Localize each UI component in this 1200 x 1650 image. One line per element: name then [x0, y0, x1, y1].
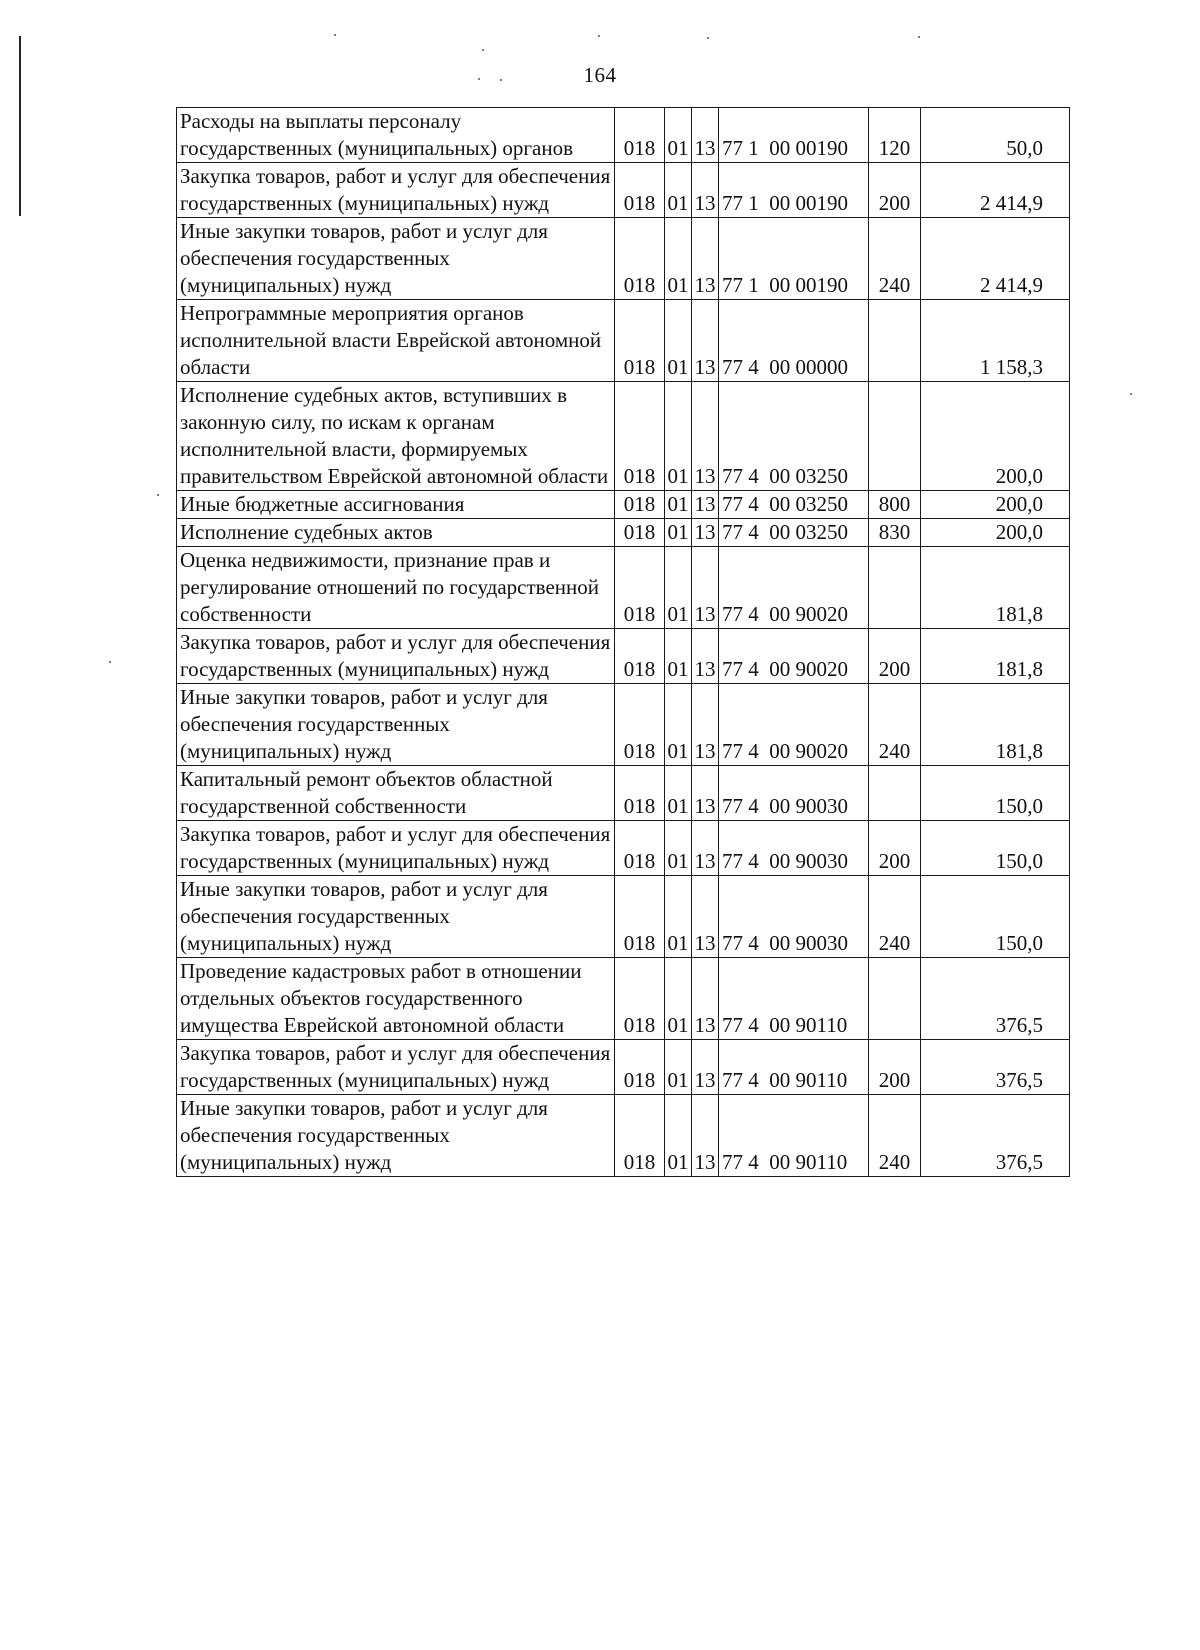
ministry-code-cell: 018: [615, 547, 665, 629]
row-name-cell: Капитальный ремонт объектов областной государственной собственности: [177, 766, 615, 821]
scan-speck: [334, 34, 336, 36]
section-code-cell: 01: [665, 547, 692, 629]
page-number: 164: [583, 63, 617, 87]
table-row: [177, 218, 1070, 300]
section-code-cell: 01: [665, 1095, 692, 1177]
scan-speck: [157, 494, 159, 496]
target-article-cell: 77 4 00 90030: [719, 821, 869, 876]
subsection-code-cell: 13: [692, 766, 719, 821]
amount-cell: 150,0: [921, 821, 1070, 876]
amount-cell: 376,5: [921, 1040, 1070, 1095]
scan-speck: [482, 49, 484, 51]
ministry-code-cell: 018: [615, 1040, 665, 1095]
section-code-cell: 01: [665, 876, 692, 958]
amount-cell: 150,0: [921, 876, 1070, 958]
ministry-code-cell: 018: [615, 629, 665, 684]
section-code-cell: 01: [665, 821, 692, 876]
row-name-cell: Закупка товаров, работ и услуг для обеспечения государственных (муниципальных) нужд: [177, 1040, 615, 1095]
table-row: [177, 958, 1070, 1040]
table-row: [177, 519, 1070, 547]
table-row: [177, 300, 1070, 382]
subsection-code-cell: 13: [692, 218, 719, 300]
section-code-cell: 01: [665, 684, 692, 766]
row-name-cell: Иные закупки товаров, работ и услуг для обеспечения государственных (муниципальных) нужд: [177, 1095, 615, 1177]
expense-type-cell: 200: [869, 1040, 921, 1095]
subsection-code-cell: 13: [692, 684, 719, 766]
scan-speck: [598, 35, 600, 37]
ministry-code-cell: 018: [615, 108, 665, 163]
section-code-cell: 01: [665, 1040, 692, 1095]
subsection-code-cell: 13: [692, 876, 719, 958]
expense-type-cell: [869, 300, 921, 382]
target-article-cell: 77 1 00 00190: [719, 108, 869, 163]
scan-speck: [707, 37, 709, 39]
ministry-code-cell: 018: [615, 684, 665, 766]
scan-speck: [109, 661, 111, 663]
target-article-cell: 77 4 00 90030: [719, 766, 869, 821]
table-row: [177, 382, 1070, 491]
table-row: [177, 821, 1070, 876]
table-body: [177, 108, 1070, 1177]
section-code-cell: 01: [665, 218, 692, 300]
expense-type-cell: 240: [869, 684, 921, 766]
subsection-code-cell: 13: [692, 958, 719, 1040]
subsection-code-cell: 13: [692, 108, 719, 163]
target-article-cell: 77 1 00 00190: [719, 218, 869, 300]
table-row: [177, 547, 1070, 629]
table-row: [177, 1095, 1070, 1177]
ministry-code-cell: 018: [615, 519, 665, 547]
amount-cell: 181,8: [921, 547, 1070, 629]
row-name-cell: Непрограммные мероприятия органов исполнительной власти Еврейской автономной области: [177, 300, 615, 382]
target-article-cell: 77 4 00 03250: [719, 519, 869, 547]
expense-type-cell: [869, 958, 921, 1040]
target-article-cell: 77 4 00 90110: [719, 958, 869, 1040]
amount-cell: 376,5: [921, 1095, 1070, 1177]
section-code-cell: 01: [665, 958, 692, 1040]
subsection-code-cell: 13: [692, 629, 719, 684]
expense-type-cell: [869, 547, 921, 629]
table-row: [177, 684, 1070, 766]
row-name-cell: Закупка товаров, работ и услуг для обеспечения государственных (муниципальных) нужд: [177, 629, 615, 684]
row-name-cell: Иные закупки товаров, работ и услуг для обеспечения государственных (муниципальных) нужд: [177, 876, 615, 958]
subsection-code-cell: 13: [692, 382, 719, 491]
target-article-cell: 77 4 00 90110: [719, 1095, 869, 1177]
amount-cell: 50,0: [921, 108, 1070, 163]
amount-cell: 200,0: [921, 519, 1070, 547]
subsection-code-cell: 13: [692, 300, 719, 382]
amount-cell: 200,0: [921, 382, 1070, 491]
amount-cell: 376,5: [921, 958, 1070, 1040]
expense-type-cell: 120: [869, 108, 921, 163]
target-article-cell: 77 4 00 00000: [719, 300, 869, 382]
row-name-cell: Иные закупки товаров, работ и услуг для обеспечения государственных (муниципальных) нужд: [177, 684, 615, 766]
expense-type-cell: 240: [869, 876, 921, 958]
expense-type-cell: 830: [869, 519, 921, 547]
target-article-cell: 77 4 00 03250: [719, 382, 869, 491]
expense-type-cell: 240: [869, 1095, 921, 1177]
target-article-cell: 77 1 00 00190: [719, 163, 869, 218]
section-code-cell: 01: [665, 382, 692, 491]
expense-type-cell: 200: [869, 163, 921, 218]
subsection-code-cell: 13: [692, 1095, 719, 1177]
row-name-cell: Исполнение судебных актов: [177, 519, 615, 547]
target-article-cell: 77 4 00 90020: [719, 547, 869, 629]
table-row: [177, 876, 1070, 958]
row-name-cell: Закупка товаров, работ и услуг для обеспечения государственных (муниципальных) нужд: [177, 163, 615, 218]
subsection-code-cell: 13: [692, 1040, 719, 1095]
section-code-cell: 01: [665, 163, 692, 218]
ministry-code-cell: 018: [615, 766, 665, 821]
ministry-code-cell: 018: [615, 218, 665, 300]
subsection-code-cell: 13: [692, 519, 719, 547]
table-row: [177, 108, 1070, 163]
subsection-code-cell: 13: [692, 821, 719, 876]
section-code-cell: 01: [665, 766, 692, 821]
budget-table: [176, 107, 1070, 1177]
section-code-cell: 01: [665, 108, 692, 163]
target-article-cell: 77 4 00 90030: [719, 876, 869, 958]
scan-speck: [918, 36, 920, 38]
section-code-cell: 01: [665, 300, 692, 382]
target-article-cell: 77 4 00 90110: [719, 1040, 869, 1095]
ministry-code-cell: 018: [615, 300, 665, 382]
ministry-code-cell: 018: [615, 821, 665, 876]
row-name-cell: Проведение кадастровых работ в отношении отдельных объектов государственного имущества Еврейской автономной области: [177, 958, 615, 1040]
subsection-code-cell: 13: [692, 163, 719, 218]
section-code-cell: 01: [665, 519, 692, 547]
row-name-cell: Закупка товаров, работ и услуг для обеспечения государственных (муниципальных) нужд: [177, 821, 615, 876]
expense-type-cell: [869, 766, 921, 821]
amount-cell: 181,8: [921, 629, 1070, 684]
scan-speck: [1130, 393, 1132, 395]
expense-type-cell: 200: [869, 629, 921, 684]
amount-cell: 2 414,9: [921, 218, 1070, 300]
table-row: [177, 1040, 1070, 1095]
subsection-code-cell: 13: [692, 491, 719, 519]
expense-type-cell: 240: [869, 218, 921, 300]
table-row: [177, 766, 1070, 821]
amount-cell: 1 158,3: [921, 300, 1070, 382]
ministry-code-cell: 018: [615, 163, 665, 218]
row-name-cell: Иные закупки товаров, работ и услуг для обеспечения государственных (муниципальных) нужд: [177, 218, 615, 300]
amount-cell: 200,0: [921, 491, 1070, 519]
row-name-cell: Иные бюджетные ассигнования: [177, 491, 615, 519]
row-name-cell: Исполнение судебных актов, вступивших в законную силу, по искам к органам исполнительной власти, формируемых правительством Еврейской автономной области: [177, 382, 615, 491]
expense-type-cell: 200: [869, 821, 921, 876]
target-article-cell: 77 4 00 90020: [719, 629, 869, 684]
target-article-cell: 77 4 00 90020: [719, 684, 869, 766]
table-row: [177, 163, 1070, 218]
ministry-code-cell: 018: [615, 491, 665, 519]
table-row: [177, 491, 1070, 519]
section-code-cell: 01: [665, 491, 692, 519]
ministry-code-cell: 018: [615, 876, 665, 958]
target-article-cell: 77 4 00 03250: [719, 491, 869, 519]
row-name-cell: Расходы на выплаты персоналу государственных (муниципальных) органов: [177, 108, 615, 163]
subsection-code-cell: 13: [692, 547, 719, 629]
ministry-code-cell: 018: [615, 382, 665, 491]
amount-cell: 2 414,9: [921, 163, 1070, 218]
ministry-code-cell: 018: [615, 958, 665, 1040]
ministry-code-cell: 018: [615, 1095, 665, 1177]
expense-type-cell: 800: [869, 491, 921, 519]
row-name-cell: Оценка недвижимости, признание прав и регулирование отношений по государственной собственности: [177, 547, 615, 629]
section-code-cell: 01: [665, 629, 692, 684]
expense-type-cell: [869, 382, 921, 491]
amount-cell: 150,0: [921, 766, 1070, 821]
table-row: [177, 629, 1070, 684]
amount-cell: 181,8: [921, 684, 1070, 766]
